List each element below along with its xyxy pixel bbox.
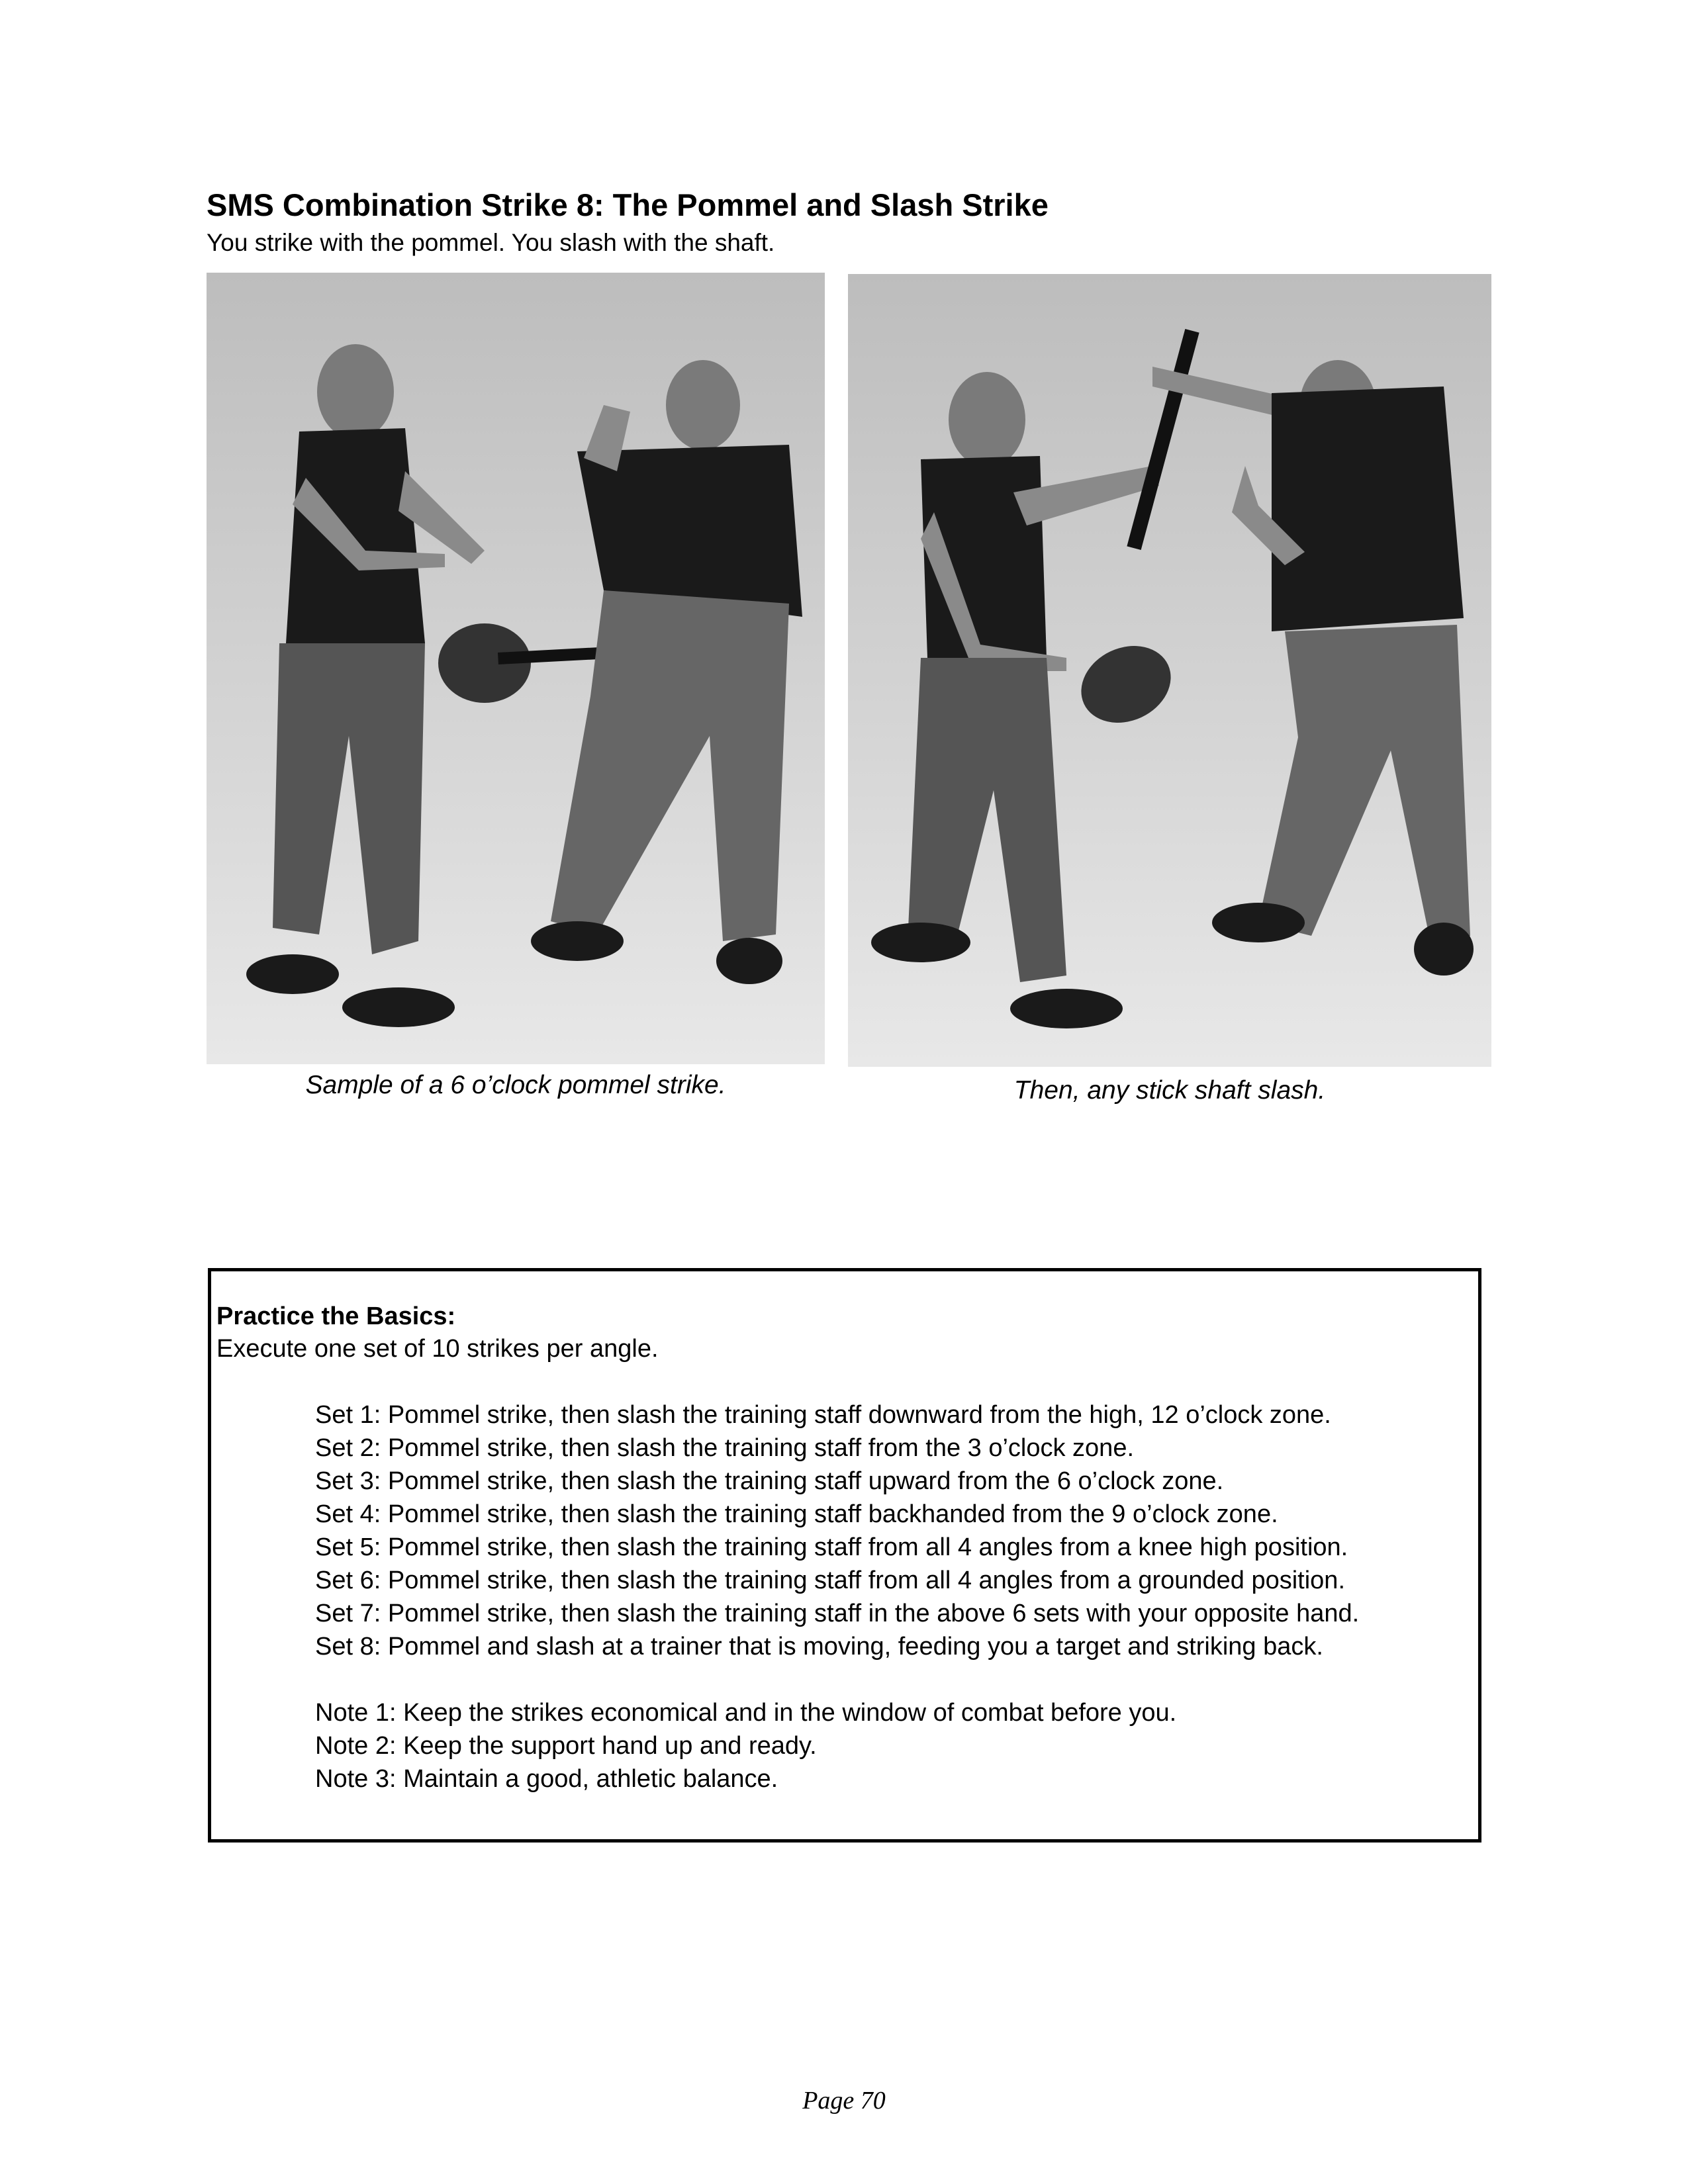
- list-item: Set 2: Pommel strike, then slash the training staff from the 3 o’clock zone.: [315, 1434, 1135, 1462]
- list-item: Set 3: Pommel strike, then slash the training staff upward from the 6 o’clock zone.: [315, 1467, 1224, 1495]
- list-item: Note 1: Keep the strikes economical and in the window of combat before you.: [315, 1699, 1177, 1727]
- list-item: Note 2: Keep the support hand up and ready.: [315, 1732, 817, 1760]
- page-title: SMS Combination Strike 8: The Pommel and Slash Strike: [207, 187, 1049, 222]
- photo-shaft-slash-illustration: [848, 274, 1491, 1067]
- practice-heading: Practice the Basics:: [216, 1302, 456, 1330]
- list-item: Set 8: Pommel and slash at a trainer that is moving, feeding you a target and striking back.: [315, 1633, 1323, 1661]
- page-number: Page 70: [802, 2087, 886, 2115]
- photo-caption-2: Then, any stick shaft slash.: [1013, 1076, 1326, 1105]
- practice-sets-list: [315, 1398, 1359, 1663]
- photo-pommel-strike: [207, 273, 825, 1064]
- list-item: Set 5: Pommel strike, then slash the training staff from all 4 angles from a knee high position.: [315, 1533, 1348, 1561]
- list-item: Set 7: Pommel strike, then slash the training staff in the above 6 sets with your opposite hand.: [315, 1600, 1360, 1627]
- list-item: Set 6: Pommel strike, then slash the training staff from all 4 angles from a grounded position.: [315, 1567, 1345, 1594]
- photo-shaft-slash: [848, 274, 1491, 1067]
- list-item: Note 3: Maintain a good, athletic balance.: [315, 1765, 778, 1793]
- photo-caption-1: Sample of a 6 o’clock pommel strike.: [305, 1071, 726, 1099]
- page-subtitle: You strike with the pommel. You slash with the shaft.: [207, 229, 775, 256]
- practice-notes-list: [315, 1696, 1176, 1796]
- list-item: Set 4: Pommel strike, then slash the training staff backhanded from the 9 o’clock zone.: [315, 1500, 1278, 1528]
- practice-intro: Execute one set of 10 strikes per angle.: [216, 1335, 659, 1363]
- photo-pommel-strike-illustration: [207, 273, 825, 1064]
- practice-box: [208, 1268, 1481, 1843]
- list-item: Set 1: Pommel strike, then slash the training staff downward from the high, 12 o’clock zone.: [315, 1401, 1331, 1429]
